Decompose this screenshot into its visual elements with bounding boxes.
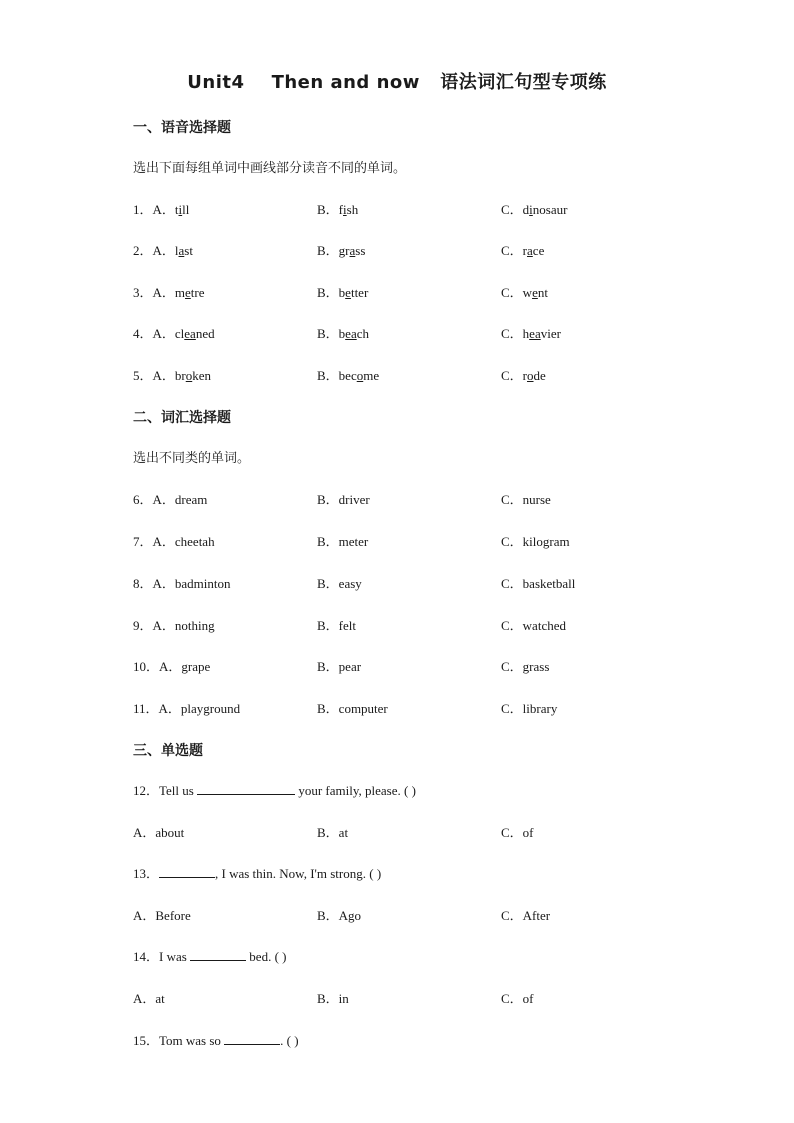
underlined-letters: a — [178, 243, 185, 258]
option-a: 7．A．cheetah — [133, 534, 215, 549]
answer-blank — [224, 1032, 280, 1045]
option-c: C．went — [501, 285, 548, 300]
option-a: 9．A．nothing — [133, 618, 215, 633]
option-a: 2．A．last — [133, 243, 193, 258]
option-b: B．felt — [317, 618, 356, 633]
option-b: B．better — [317, 285, 369, 300]
option-a: 4．A．cleaned — [133, 326, 215, 341]
option-b: B．grass — [317, 243, 366, 258]
answer-blank — [159, 865, 215, 878]
option-b: B．driver — [317, 492, 370, 507]
underlined-letters: e — [532, 285, 538, 300]
option-a: 1．A．till — [133, 202, 190, 217]
question-row — [0, 615, 794, 635]
section-heading-phonics: 一、语音选择题 — [133, 120, 231, 136]
option-a: 10．A．grape — [133, 659, 211, 674]
option-b: B．easy — [317, 576, 362, 591]
underlined-letters: ea — [529, 326, 541, 341]
question-row — [0, 656, 794, 676]
question-row — [0, 531, 794, 551]
options-row — [0, 905, 794, 925]
option-b: B．computer — [317, 701, 388, 716]
question-row — [0, 240, 794, 260]
question-text: 15．Tom was so . ( ) — [133, 1033, 299, 1048]
options-row — [0, 988, 794, 1008]
option-a: 5．A．broken — [133, 368, 212, 383]
underlined-letters: e — [185, 285, 191, 300]
option-a: A．at — [133, 991, 165, 1006]
instruction-phonics: 选出下面每组单词中画线部分读音不同的单词。 — [133, 161, 407, 176]
option-c: C．kilogram — [501, 534, 570, 549]
question-row — [0, 698, 794, 718]
underlined-letters: ea — [345, 326, 357, 341]
option-c: C．nurse — [501, 492, 551, 507]
question-row — [0, 489, 794, 509]
option-c: C．of — [501, 991, 534, 1006]
option-c: C．race — [501, 243, 545, 258]
underlined-letters: e — [345, 285, 351, 300]
option-c: C．library — [501, 701, 558, 716]
instruction-vocab: 选出不同类的单词。 — [133, 451, 251, 466]
option-b: B．at — [317, 825, 349, 840]
option-a: 3．A．metre — [133, 285, 205, 300]
section-heading-mc: 三、单选题 — [133, 743, 203, 759]
option-c: C．heavier — [501, 326, 561, 341]
question-text: 12．Tell us your family, please. ( ) — [133, 783, 416, 798]
option-c: C．of — [501, 825, 534, 840]
option-c: C．grass — [501, 659, 550, 674]
option-c: C．watched — [501, 618, 566, 633]
question-stem — [0, 863, 794, 883]
option-a: 8．A．badminton — [133, 576, 231, 591]
option-b: B．become — [317, 368, 380, 383]
option-c: C．rode — [501, 368, 546, 383]
option-b: B．pear — [317, 659, 362, 674]
underlined-letters: a — [349, 243, 356, 258]
option-b: B．meter — [317, 534, 369, 549]
question-row — [0, 323, 794, 343]
page-title: Unit4 Then and now 语法词汇句型专项练 — [187, 72, 607, 93]
option-c: C．basketball — [501, 576, 576, 591]
answer-blank — [190, 948, 246, 961]
question-text: 14．I was bed. ( ) — [133, 949, 287, 964]
option-b: B．fish — [317, 202, 359, 217]
option-a: A．Before — [133, 908, 191, 923]
option-b: B．beach — [317, 326, 369, 341]
underlined-letters: i — [529, 202, 533, 217]
underlined-letters: i — [178, 202, 183, 217]
underlined-letters: i — [343, 202, 347, 217]
underlined-letters: o — [185, 368, 193, 383]
underlined-letters: o — [527, 368, 534, 383]
option-b: B．in — [317, 991, 349, 1006]
question-row — [0, 282, 794, 302]
underlined-letters: o — [356, 368, 364, 383]
question-row — [0, 199, 794, 219]
answer-blank — [197, 782, 295, 795]
question-row — [0, 365, 794, 385]
section-heading-vocab: 二、词汇选择题 — [133, 410, 231, 426]
option-a: 6．A．dream — [133, 492, 208, 507]
option-c: C．After — [501, 908, 551, 923]
question-text: 13． , I was thin. Now, I'm strong. ( ) — [133, 866, 382, 881]
underlined-letters: ea — [184, 326, 196, 341]
question-stem — [0, 780, 794, 800]
option-b: B．Ago — [317, 908, 362, 923]
underlined-letters: a — [527, 243, 533, 258]
question-stem — [0, 946, 794, 966]
question-row — [0, 573, 794, 593]
options-row — [0, 822, 794, 842]
option-c: C．dinosaur — [501, 202, 568, 217]
option-a: 11．A．playground — [133, 701, 241, 716]
question-stem — [0, 1030, 794, 1050]
option-a: A．about — [133, 825, 185, 840]
